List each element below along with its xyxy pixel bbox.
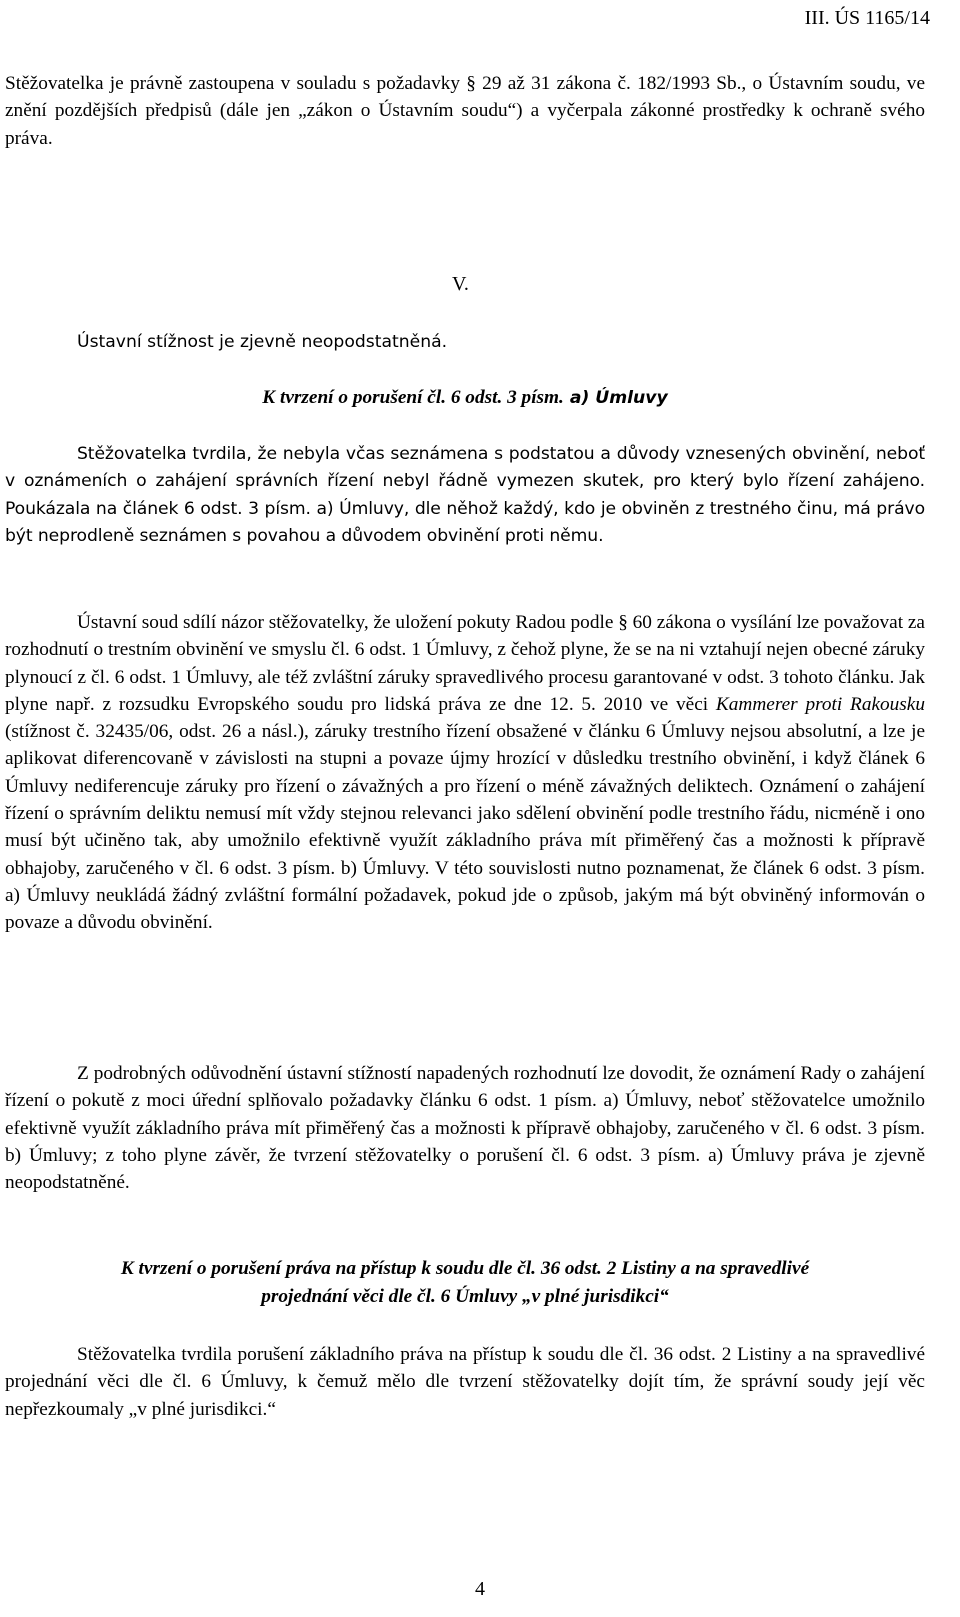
paragraph-court-view: [5, 609, 925, 937]
subheading-article-6-3a: [5, 384, 925, 412]
paragraph-complaint-notice: Stěžovatelka tvrdila, že nebyla včas seznámena s podstatou a důvody vznesených obvinění, neboť v oznámeních o zahájení správních řízení nebyl řádně vymezen skutek, pro který bylo řízení zahájeno. Poukázala na článek 6 odst. 3 písm. a) Úmluvy, dle něhož každý, kdo je obviněn z trestného činu, má právo být neprodleně seznámen s povahou a důvodem obvinění proti němu.: [5, 444, 925, 546]
subheading-access-to-court: [5, 1255, 925, 1311]
subheading-access-to-court-line-1: K tvrzení o porušení práva na přístup k soudu dle čl. 36 odst. 2 Listiny a na spravedlivé: [120, 1258, 810, 1279]
section-summary: Ústavní stížnost je zjevně neopodstatněná.: [77, 332, 448, 352]
page-number: 4: [475, 1578, 485, 1600]
paragraph-conclusion: Z podrobných odůvodnění ústavní stížností napadených rozhodnutí lze dovodit, že oznámení Rady o zahájení řízení o pokutě z moci úřední splňovalo požadavky článku 6 odst. 1 písm. a) Úmluvy, neboť stěžovatelce umožnilo efektivně využít základního práva mít přiměřený čas a možnosti k přípravě obhajoby, zaručeného v čl. 6 odst. 3 písm. b) Úmluvy; z toho plyne závěr, že tvrzení stěžovatelky o porušení čl. 6 odst. 3 písm. a) Úmluvy práva je zjevně neopodstatněné.: [5, 1063, 925, 1194]
case-name-kammerer: Kammerer proti Rakousku: [715, 693, 925, 715]
section-number: V.: [452, 273, 469, 295]
paragraph-court-view-part-1: Ústavní soud sdílí názor stěžovatelky, že uložení pokuty Radou podle § 60 zákona o vysílání lze považovat za rozhodnutí o trestním obvinění ve smyslu čl. 6 odst. 1 Úmluvy, z čehož plyne, že se na ni vztahují nejen obecné záruky plynoucí z čl. 6 odst. 1 Úmluvy, ale též zvláštní záruky spravedlivého procesu garantované v odst. 3 tohoto článku. Jak plyne např. z rozsudku Evropského soudu pro lidská práva ze dne 12. 5. 2010 ve věci: [5, 612, 925, 715]
paragraph-access-to-court: Stěžovatelka tvrdila porušení základního práva na přístup k soudu dle čl. 36 odst. 2 Listiny a na spravedlivé projednání věci dle čl. 6 Úmluvy, k čemuž mělo dle tvrzení stěžovatelky dojít tím, že správní soudy její věc nepřezkoumaly „v plné jurisdikci.“: [5, 1344, 925, 1420]
case-reference: III. ÚS 1165/14: [804, 7, 930, 29]
subheading-access-to-court-line-2: projednání věci dle čl. 6 Úmluvy „v plné jurisdikci“: [261, 1286, 669, 1307]
subheading-article-6-3a-serif: K tvrzení o porušení čl. 6 odst. 3 písm.: [262, 387, 564, 408]
intro-paragraph: Stěžovatelka je právně zastoupena v souladu s požadavky § 29 až 31 zákona č. 182/1993 Sb., o Ústavním soudu, ve znění pozdějších předpisů (dále jen „zákon o Ústavním soudu“) a vyčerpala zákonné prostředky k ochraně svého práva.: [5, 73, 925, 149]
paragraph-court-view-part-2: (stížnost č. 32435/06, odst. 26 a násl.), záruky trestního řízení obsažené v článku 6 Úmluvy nejsou absolutní, a lze je aplikovat diferencovaně v závislosti na stupni a povaze újmy hrozící v důsledku trestního obvinění, i když článek 6 Úmluvy nediferencuje záruky pro řízení o závažných a pro řízení o méně závažných deliktech. Oznámení o zahájení řízení o správním deliktu nemusí mít vždy stejnou relevanci jako sdělení obvinění podle trestního řádu, nicméně i ono musí být učiněno tak, aby umožnilo efektivně využít základního práva mít přiměřený čas a možnosti k přípravě obhajoby, zaručeného v čl. 6 odst. 3 písm. b) Úmluvy. V této souvislosti nutno poznamenat, že článek 6 odst. 3 písm. a) Úmluvy neukládá žádný zvláštní formální požadavek, pokud jde o způsob, jakým má být obviněný informován o povaze a důvodu obvinění.: [5, 721, 925, 934]
subheading-article-6-3a-sans: a) Úmluvy: [563, 388, 668, 408]
